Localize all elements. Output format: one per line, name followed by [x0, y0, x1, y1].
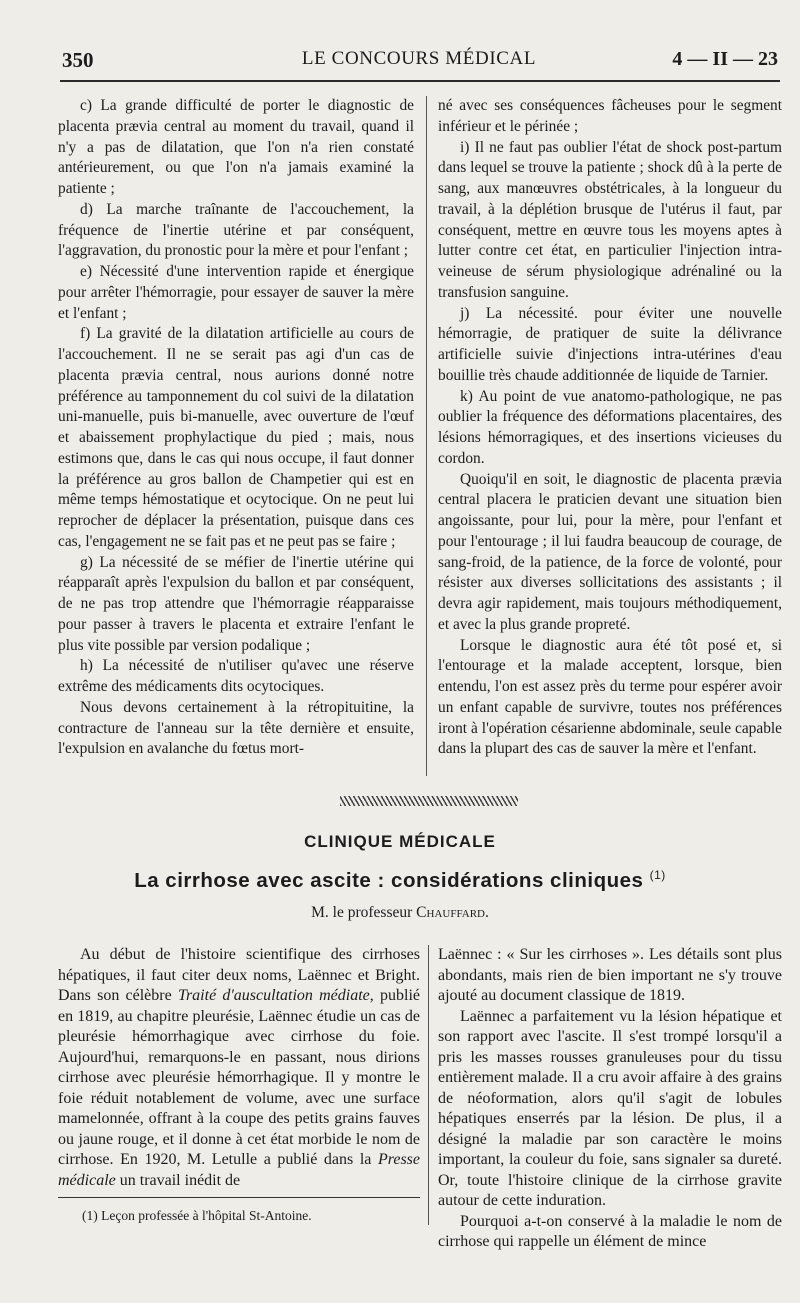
top-left-column: [58, 96, 414, 760]
header-rule: [60, 80, 780, 82]
running-head: [60, 48, 778, 78]
column-divider-top: [426, 96, 427, 776]
paragraph-laennec-continued: Laënnec : « Sur les cirrhoses ». Les détails sont plus abondants, mais rien de bien important ne s'y trouve ajouté au document classique de 1819.: [438, 946, 782, 1004]
paragraph-laennec-lesion: Laënnec a parfaitement vu la lésion hépatique et son rapport avec l'ascite. Il s'est trompé lorsqu'il a pris les masses rousses granuleuses pour du tissu entièrement malade. Il a cru avoir affaire à des grains de néoformation, alors qu'il s'agit de lobules hépatiques enserrés par la lésion. De plus, il a désigné la maladie par son caractère le moins important, la couleur du foie, sans signaler sa dureté. Or, toute l'histoire clinique de la cirrhose gravite autour de cette induration.: [438, 1007, 782, 1209]
author-prefix: M. le professeur: [311, 904, 413, 921]
bottom-left-column: [58, 945, 420, 1191]
section-title: CLINIQUE MÉDICALE: [304, 832, 496, 851]
footnote-rule: [58, 1197, 420, 1198]
paragraph-diagnostic: Quoiqu'il en soit, le diagnostic de placenta prævia central placera le praticien devant une situation bien angoissante, pour lui, pour la mère, pour l'enfant et pour l'entourage ; il lui faudra beaucoup de courage, de sang-froid, de la patience, de la force de volonté, pour résister aux diverses sollicitations des assistants ; il devra agir rapidement, mais toujours méthodiquement, et avec la plus grande propreté.: [438, 470, 782, 633]
paragraph-intro: [58, 945, 420, 1191]
book-title: Traité d'auscultation médiate: [177, 987, 370, 1004]
column-divider-bottom: [428, 945, 429, 1225]
paragraph-j: j) La nécessité. pour éviter une nouvelle hémorragie, de pratiquer de suite la délivrance artificielle suivie d'injections intra-utérines d'eau bouillie très chaude additionnée de liquide de Tarnier.: [438, 304, 782, 384]
footnote-marker: (1): [649, 868, 666, 882]
section-ornament: [340, 796, 518, 806]
author-line: [0, 904, 800, 922]
top-right-column: [438, 96, 782, 760]
paragraph-pourquoi: Pourquoi a-t-on conservé à la maladie le nom de cirrhose qui rappelle un élément de mince: [438, 1212, 782, 1250]
paragraph-d: d) La marche traînante de l'accouchement, la fréquence de l'inertie utérine et par conséquent, l'aggravation, du pronostic pour la mère et pour l'enfant ;: [58, 200, 414, 260]
paragraph-retropituitine: Nous devons certainement à la rétropituitine, la contracture de l'anneau sur la tête dernière et ensuite, l'expulsion en avalanche du fœtus mort-: [58, 698, 414, 758]
issue-date: 4 — II — 23: [672, 48, 778, 70]
paragraph-c: c) La grande difficulté de porter le diagnostic de placenta prævia central au moment du travail, quand il n'y a pas de dilatation, que l'on n'a rien constaté antérieurement, ou que l'on n'a jamais examiné la patiente ;: [58, 97, 414, 197]
page-number: 350: [62, 48, 94, 72]
article-title-text: La cirrhose avec ascite : considérations cliniques: [134, 868, 644, 892]
paragraph-g: g) La nécessité de se méfier de l'inertie utérine qui réapparaît après l'expulsion du ballon et par conséquent, de ne pas trop attendre que l'hémorragie réapparaisse pour passer à travers le placenta et extraire l'enfant le plus vite possible par version podalique ;: [58, 553, 414, 654]
paragraph-h: h) La nécessité de n'utiliser qu'avec une réserve extrême des médicaments dits ocytociques.: [58, 657, 414, 695]
journal-title: LE CONCOURS MÉDICAL: [301, 48, 537, 69]
paragraph-cesarienne: Lorsque le diagnostic aura été tôt posé et, si l'entourage et la malade acceptent, lorsque, bien entendu, l'on est assez près du terme pour espérer avoir un enfant capable de survivre, toutes nos préférences iront à l'opération césarienne abdominale, seule capable dans la plupart des cas de sauver la mère et l'enfant.: [438, 636, 782, 758]
footnote: (1) Leçon professée à l'hôpital St-Antoine.: [82, 1208, 312, 1223]
paragraph-f: f) La gravité de la dilatation artificielle au cours de l'accouchement. Il ne se serait pas agi d'un cas de placenta prævia central, nous aurions donné notre préférence au tamponnement du col suivi de la dilatation uni-manuelle, puis bi-manuelle, avec ouverture de l'œuf et abaissement prophylactique du pied ; mais, nous estimons que, dans le cas qui nous occupe, il faut donner la préférence au gros ballon de Champetier qui est en même temps hémostatique et ocytocique. On ne peut lui reprocher de déplacer la présentation, puisque dans ces cas, l'engagement ne se fait pas et ne peut pas se faire ;: [58, 325, 414, 550]
author-name: Chauffard.: [416, 904, 489, 921]
intro-text-3: un travail inédit de: [115, 1171, 241, 1189]
bottom-right-column: [438, 945, 782, 1253]
journal-reference: Presse médicale: [58, 1151, 420, 1189]
intro-text-1: Au début de l'histoire scientifique des cirrhoses hépatiques, il faut citer deux noms, Laënnec et Bright. Dans son célèbre: [58, 946, 420, 1004]
article-title: [0, 868, 800, 893]
paragraph-e: e) Nécessité d'une intervention rapide et énergique pour arrêter l'hémorragie, pour essayer de sauver la mère et l'enfant ;: [58, 263, 414, 322]
intro-text-2: , publié en 1819, au chapitre pleurésie, Laënnec étudie un cas de pleurésie hémorrhagique avec cirrhose du foie. Aujourd'hui, remarquons-le en passant, nous dirions cirrhose avec pleurésie hémorrhagique. Il y montre le foie réduit notablement de volume, avec une surface mamelonnée, offrant à la coupe des petits grains fauves ou jaune rouge, et il donne à cet état morbide le nom de cirrhose. En 1920, M. Letulle a publié dans la: [58, 987, 420, 1168]
paragraph-i: i) Il ne faut pas oublier l'état de shock post-partum dans lequel se trouve la patiente ; shock dû à la perte de sang, aux manœuvres obstétricales, à la longueur du travail, à la déplétion brusque de l'utérus il faut, par conséquent, mettre en œuvre tous les moyens aptes à lutter contre cet état, en particulier l'injection intra-veineuse de sérum physiologique adrénaliné ou la transfusion sanguine.: [438, 138, 782, 301]
paragraph-continued: né avec ses conséquences fâcheuses pour le segment inférieur et le périnée ;: [438, 97, 782, 135]
paragraph-k: k) Au point de vue anatomo-pathologique, ne pas oublier la fréquence des déformations placentaires, des lésions hémorragiques, et des insertions vicieuses du cordon.: [438, 387, 782, 467]
